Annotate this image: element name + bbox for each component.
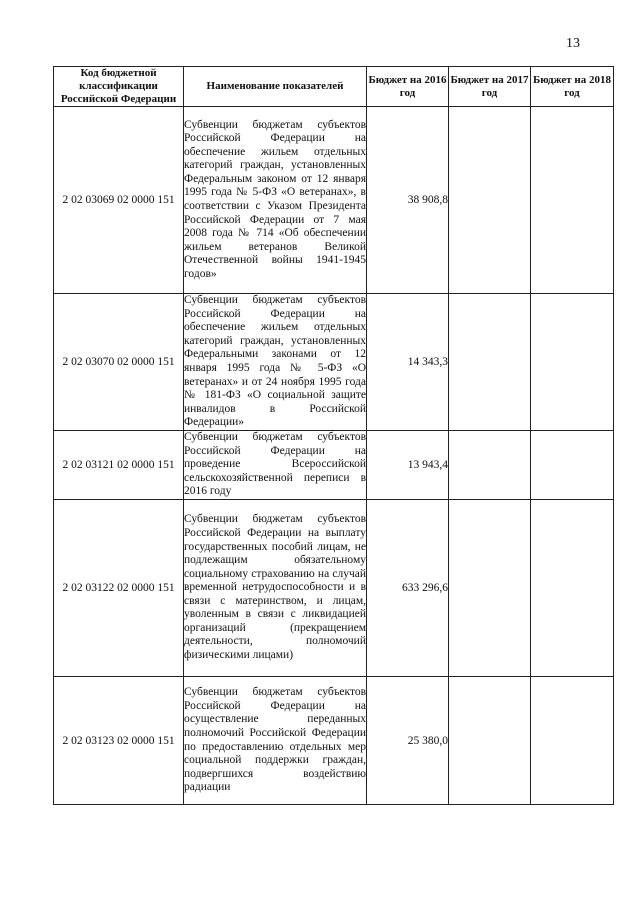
- row-code: 2 02 03121 02 0000 151: [54, 431, 184, 500]
- row-name-text: Субвенции бюджетам субъектов Российской Федерации на обеспечение жильем отдельных категорий граждан, установленных Федеральным законом от 12 января 1995 года № 5-ФЗ «О ветеранах», в соответствии с Указом Президента Российской Федерации от 7 мая 2008 года № 714 «Об обеспечении жильем ветеранов Великой Отечественной войны 1941-1945 годов»: [184, 118, 366, 280]
- row-name-text: Субвенции бюджетам субъектов Российской Федерации на обеспечение жильем отдельных категорий граждан, установленных Федеральными законами от 12 января 1995 года № 5-ФЗ «О ветеранах» и от 24 ноября 1995 года № 181-ФЗ «О социальной защите инвалидов в Российской Федерации»: [184, 294, 366, 429]
- row-budget-2018: [531, 500, 614, 677]
- row-name-text: Субвенции бюджетам субъектов Российской Федерации на проведение Всероссийской сельскохозяйственной переписи в 2016 году: [184, 431, 366, 498]
- table-row: [54, 431, 614, 500]
- row-budget-2016: 633 296,6: [367, 500, 449, 677]
- header-name: Наименование показателей: [184, 67, 367, 107]
- table-header-row: [54, 67, 614, 107]
- row-budget-2018: [531, 431, 614, 500]
- row-budget-2017: [449, 431, 531, 500]
- row-budget-2016: 25 380,0: [367, 677, 449, 805]
- row-budget-2016: 14 343,3: [367, 294, 449, 431]
- row-budget-2017: [449, 107, 531, 294]
- row-name: [184, 500, 367, 677]
- header-budget-2017: Бюджет на 2017 год: [449, 67, 531, 107]
- row-budget-2017: [449, 500, 531, 677]
- row-code: 2 02 03122 02 0000 151: [54, 500, 184, 677]
- row-name: [184, 294, 367, 431]
- row-budget-2017: [449, 677, 531, 805]
- row-budget-2018: [531, 677, 614, 805]
- row-name-text: Субвенции бюджетам субъектов Российской Федерации на осуществление переданных полномочий Российской Федерации по предоставлению отдельных мер социальной поддержки граждан, подвергшихся воздействию радиации: [184, 686, 366, 794]
- header-budget-2018: Бюджет на 2018 год: [531, 67, 614, 107]
- row-budget-2017: [449, 294, 531, 431]
- row-name: [184, 431, 367, 500]
- page-number: 13: [566, 36, 580, 51]
- row-code: 2 02 03123 02 0000 151: [54, 677, 184, 805]
- table-row: [54, 677, 614, 805]
- row-budget-2018: [531, 107, 614, 294]
- row-budget-2018: [531, 294, 614, 431]
- row-name: [184, 677, 367, 805]
- table-row: [54, 294, 614, 431]
- row-name: [184, 107, 367, 294]
- header-code: Код бюджетной классификации Российской Федерации: [54, 67, 184, 107]
- row-budget-2016: 38 908,8: [367, 107, 449, 294]
- row-code: 2 02 03070 02 0000 151: [54, 294, 184, 431]
- row-budget-2016: 13 943,4: [367, 431, 449, 500]
- row-name-text: Субвенции бюджетам субъектов Российской Федерации на выплату государственных пособий лицам, не подлежащим обязательному социальному страхованию на случай временной нетрудоспособности и в связи с материнством, и лицам, уволенным в связи с ликвидацией организаций (прекращением деятельности, полномочий физическими лицами): [184, 513, 366, 661]
- row-code: 2 02 03069 02 0000 151: [54, 107, 184, 294]
- budget-table: [53, 66, 614, 805]
- table-row: [54, 500, 614, 677]
- header-budget-2016: Бюджет на 2016 год: [367, 67, 449, 107]
- table-row: [54, 107, 614, 294]
